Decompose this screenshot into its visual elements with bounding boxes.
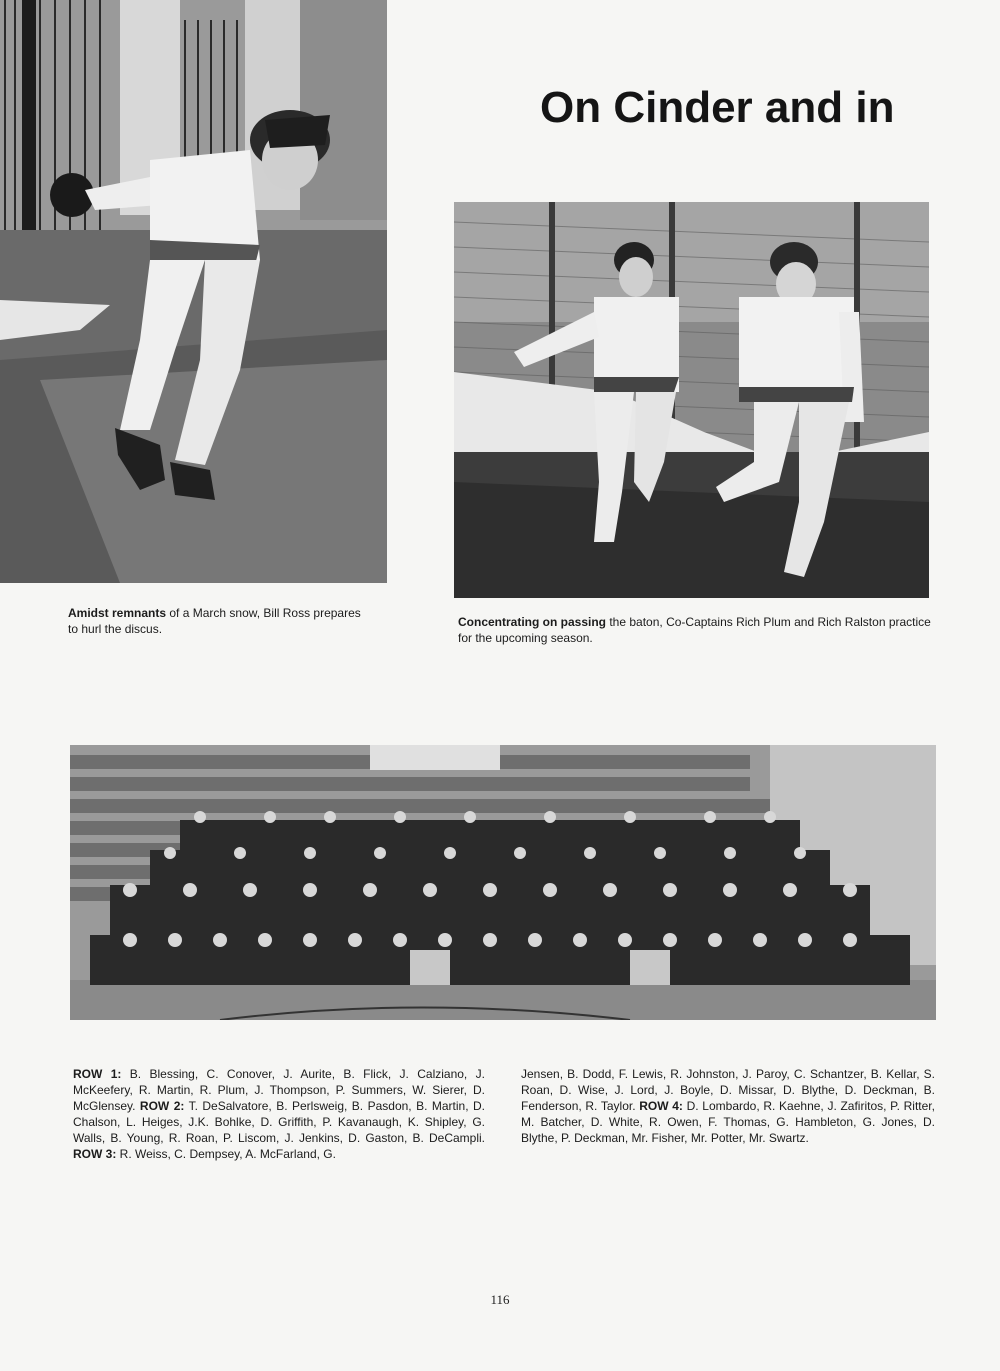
row3-names-part-a: R. Weiss, C. Dempsey, A. McFarland, G. xyxy=(116,1147,336,1161)
row1-names: B. Blessing, C. Conover, J. Aurite, B. Flick, J. Calziano, J. McKeefery, R. Martin, R. Plum, J. Thompson, P. Summers, W. Sierer, D. McGlensey. xyxy=(73,1067,485,1113)
discus-photo xyxy=(0,0,387,583)
relay-caption-text: the baton, Co-Captains Rich Plum and Rich Ralston practice for the upcoming season. xyxy=(458,615,931,645)
discus-caption-text: of a March snow, Bill Ross prepares to hurl the discus. xyxy=(68,606,361,636)
relay-photo-illustration xyxy=(454,202,929,598)
discus-caption-lead: Amidst remnants xyxy=(68,606,167,620)
row3-label: ROW 3: xyxy=(73,1147,117,1161)
roster-column-left xyxy=(73,1066,485,1162)
row2-names: T. DeSalvatore, B. Perlsweig, B. Pasdon, B. Martin, D. Chalson, L. Heiges, J.K. Bohlke, D. Griffith, P. Kavanaugh, K. Shipley, G. Walls, B. Young, R. Roan, P. Liscom, J. Jenkins, D. Gaston, B. DeCampli. xyxy=(73,1099,485,1145)
row4-names: D. Lombardo, R. Kaehne, J. Zafiritos, P. Ritter, M. Batcher, D. White, R. Owen, F. Thomas, G. Hambleton, G. Jones, D. Blythe, P. Deckman, Mr. Fisher, Mr. Potter, Mr. Swartz. xyxy=(521,1099,935,1145)
relay-caption xyxy=(458,614,938,646)
row4-label: ROW 4: xyxy=(639,1099,683,1113)
row3-names-part-b: Jensen, B. Dodd, F. Lewis, R. Johnston, J. Paroy, C. Schantzer, B. Kellar, S. Roan, D. Wise, J. Lord, J. Boyle, D. Missar, D. Blythe, D. Deckman, B. Fenderson, R. Taylor. xyxy=(521,1067,935,1113)
relay-photo xyxy=(454,202,929,598)
team-photo xyxy=(70,745,936,1020)
relay-caption-lead: Concentrating on passing xyxy=(458,615,607,629)
discus-photo-illustration xyxy=(0,0,387,583)
page-heading: On Cinder and in xyxy=(540,83,895,132)
team-photo-illustration xyxy=(70,745,936,1020)
page-number: 116 xyxy=(490,1292,510,1307)
discus-caption xyxy=(68,605,368,637)
row1-label: ROW 1: xyxy=(73,1067,122,1081)
roster-column-right xyxy=(521,1066,935,1146)
row2-label: ROW 2: xyxy=(139,1099,185,1113)
